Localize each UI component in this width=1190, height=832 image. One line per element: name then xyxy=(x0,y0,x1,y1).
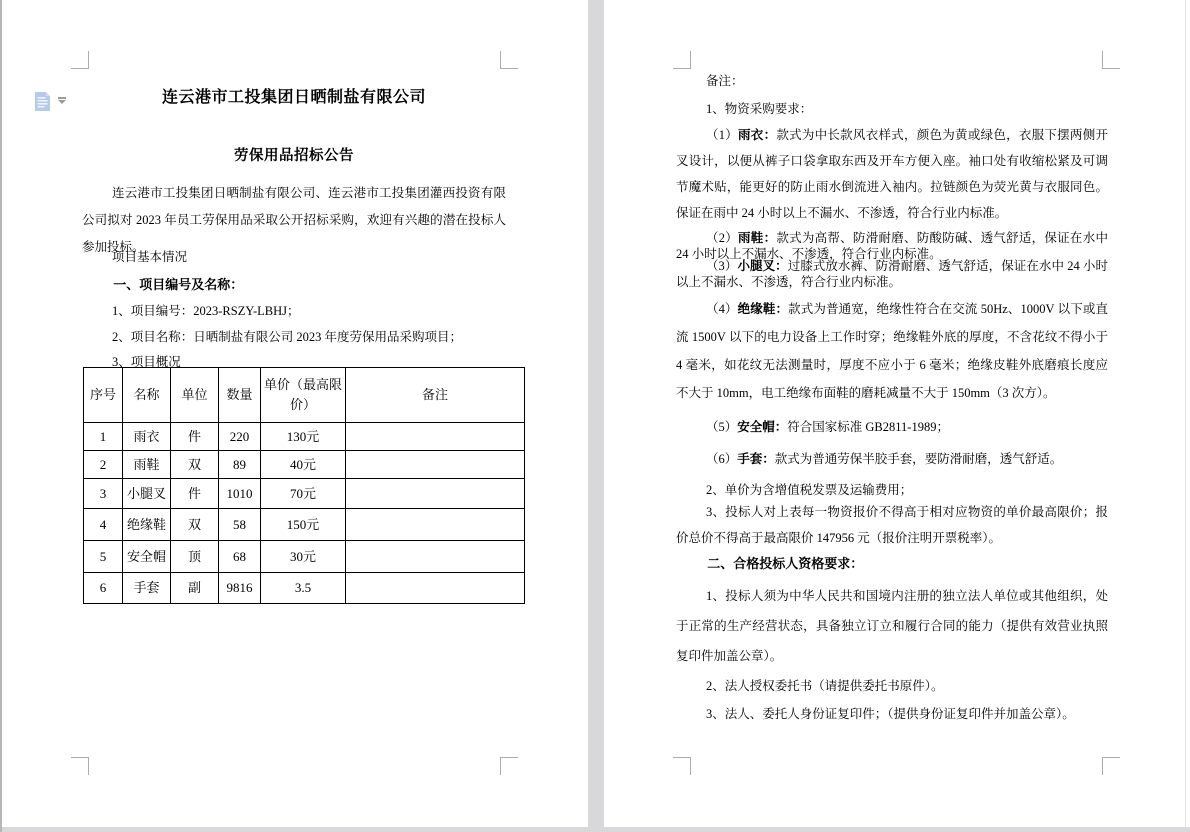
table-header-row xyxy=(84,368,525,423)
table-row xyxy=(84,509,525,541)
table-row xyxy=(84,479,525,509)
cell-price: 70元 xyxy=(261,479,346,509)
note-price-ceiling: 3、投标人对上表每一物资报价不得高于相对应物资的单价最高限价；报价总价不得高于最高限价 147956 元（报价注明开票税率）。 xyxy=(676,505,1108,545)
project-overview-line: 3、项目概况 xyxy=(112,355,181,369)
crop-mark-bottom-right xyxy=(500,757,518,775)
cell-name: 小腿叉 xyxy=(123,479,171,509)
table-row xyxy=(84,541,525,573)
cell-unit: 件 xyxy=(171,423,219,451)
cell-seq: 4 xyxy=(84,509,123,541)
cell-remark xyxy=(346,479,525,509)
spec-raincoat: （1）雨衣：款式为中长款风衣样式，颜色为黄或绿色，衣服下摆两侧开叉设计，以便从裤子口袋拿取东西及开车方便入座。袖口处有收缩松紧及可调节魔术贴，能更好的防止雨水倒流进入袖内。拉链颜色为荧光黄与衣服同色。保证在雨中 24 小时以上不漏水、不渗透，符合行业内标准。 xyxy=(676,128,1108,220)
smart-tag-document-icon[interactable] xyxy=(34,91,51,112)
crop-mark-top-left xyxy=(673,51,691,69)
cell-unit: 副 xyxy=(171,573,219,604)
crop-mark-top-right xyxy=(500,51,518,69)
cell-unit: 双 xyxy=(171,509,219,541)
intro-paragraph: 连云港市工投集团日晒制盐有限公司、连云港市工投集团灌西投资有限公司拟对 2023 年员工劳保用品采取公开招标采购，欢迎有兴趣的潜在投标人参加投标。 xyxy=(82,186,506,254)
cell-qty: 58 xyxy=(219,509,261,541)
section-basic-info: 项目基本情况 xyxy=(112,250,188,264)
crop-mark-bottom-right xyxy=(1102,757,1120,775)
document-subtitle: 劳保用品招标公告 xyxy=(234,148,354,164)
cell-unit: 顶 xyxy=(171,541,219,573)
spec-rainboots: （2）雨鞋：款式为高帮、防滑耐磨、防酸防碱、透气舒适，保证在水中 24 小时以上不漏水、不渗透，符合行业内标准。 xyxy=(676,231,1108,261)
cell-seq: 6 xyxy=(84,573,123,604)
cell-unit: 双 xyxy=(171,451,219,479)
table-row xyxy=(84,573,525,604)
cell-name: 雨衣 xyxy=(123,423,171,451)
document-title: 连云港市工投集团日晒制盐有限公司 xyxy=(161,89,426,106)
cell-remark xyxy=(346,423,525,451)
crop-mark-bottom-left xyxy=(673,757,691,775)
qualification-2: 2、法人授权委托书（请提供委托书原件）。 xyxy=(706,679,944,693)
cell-seq: 2 xyxy=(84,451,123,479)
col-header-price: 单价（最高限价） xyxy=(261,368,346,423)
qualification-1: 1、投标人须为中华人民共和国境内注册的独立法人单位或其他组织，处于正常的生产经营状态，具备独立订立和履行合同的能力（提供有效营业执照复印件加盖公章）。 xyxy=(676,589,1108,663)
spec-gloves: （6）手套：款式为普通劳保半胶手套，要防滑耐磨，透气舒适。 xyxy=(706,452,1063,466)
qualification-3: 3、法人、委托人身份证复印件；（提供身份证复印件并加盖公章）。 xyxy=(706,707,1075,721)
col-header-name: 名称 xyxy=(123,368,171,423)
cell-qty: 68 xyxy=(219,541,261,573)
cell-remark xyxy=(346,541,525,573)
document-page-2[interactable] xyxy=(604,0,1190,827)
cell-price: 3.5 xyxy=(261,573,346,604)
cell-seq: 1 xyxy=(84,423,123,451)
cell-qty: 1010 xyxy=(219,479,261,509)
cell-unit: 件 xyxy=(171,479,219,509)
table-row xyxy=(84,423,525,451)
page-edge-line xyxy=(1185,0,1186,827)
cell-seq: 5 xyxy=(84,541,123,573)
notes-label: 备注： xyxy=(706,74,744,88)
cell-price: 30元 xyxy=(261,541,346,573)
heading-bidder-qualification: 二、合格投标人资格要求： xyxy=(707,556,864,571)
spec-safety-helmet: （5）安全帽：符合国家标准 GB2811-1989； xyxy=(706,420,949,434)
crop-mark-top-right xyxy=(1102,51,1120,69)
cell-qty: 9816 xyxy=(219,573,261,604)
spec-insulated-shoes: （4）绝缘鞋：款式为普通宽，绝缘性符合在交流 50Hz、1000V 以下或直流 1500V 以下的电力设备上工作时穿；绝缘鞋外底的厚度，不含花纹不得小于 4 毫米，如花纹无法测量时，厚度不应小于 6 毫米；绝缘皮鞋外底磨痕长度应不大于 10mm，电工绝缘布面鞋的磨耗减量不大于 150mm（3 次方）。 xyxy=(676,302,1108,400)
cell-remark xyxy=(346,509,525,541)
project-name-line: 2、项目名称：日晒制盐有限公司 2023 年度劳保用品采购项目； xyxy=(112,330,463,344)
note-price-includes-tax: 2、单价为含增值税发票及运输费用； xyxy=(706,483,913,497)
cell-price: 150元 xyxy=(261,509,346,541)
smart-tag-dropdown-arrow-icon[interactable] xyxy=(56,96,68,106)
requirements-heading: 1、物资采购要求： xyxy=(706,102,813,116)
cell-name: 绝缘鞋 xyxy=(123,509,171,541)
cell-price: 130元 xyxy=(261,423,346,451)
table-row xyxy=(84,451,525,479)
crop-mark-bottom-left xyxy=(71,757,89,775)
cell-seq: 3 xyxy=(84,479,123,509)
cell-remark xyxy=(346,451,525,479)
col-header-unit: 单位 xyxy=(171,368,219,423)
cell-remark xyxy=(346,573,525,604)
cell-qty: 89 xyxy=(219,451,261,479)
cell-qty: 220 xyxy=(219,423,261,451)
col-header-remark: 备注 xyxy=(346,368,525,423)
cell-name: 安全帽 xyxy=(123,541,171,573)
crop-mark-top-left xyxy=(71,51,89,69)
cell-name: 手套 xyxy=(123,573,171,604)
cell-name: 雨鞋 xyxy=(123,451,171,479)
items-table xyxy=(83,367,525,604)
heading-project-no-name: 一、项目编号及名称： xyxy=(113,277,244,292)
spec-leg-waders: （3）小腿叉：过膝式放水裤、防滑耐磨、透气舒适，保证在水中 24 小时以上不漏水、不渗透，符合行业内标准。 xyxy=(676,259,1108,289)
col-header-seq: 序号 xyxy=(84,368,123,423)
project-number-line: 1、项目编号：2023-RSZY-LBHJ； xyxy=(112,304,300,318)
cell-price: 40元 xyxy=(261,451,346,479)
document-page-1[interactable] xyxy=(2,0,588,827)
col-header-qty: 数量 xyxy=(219,368,261,423)
